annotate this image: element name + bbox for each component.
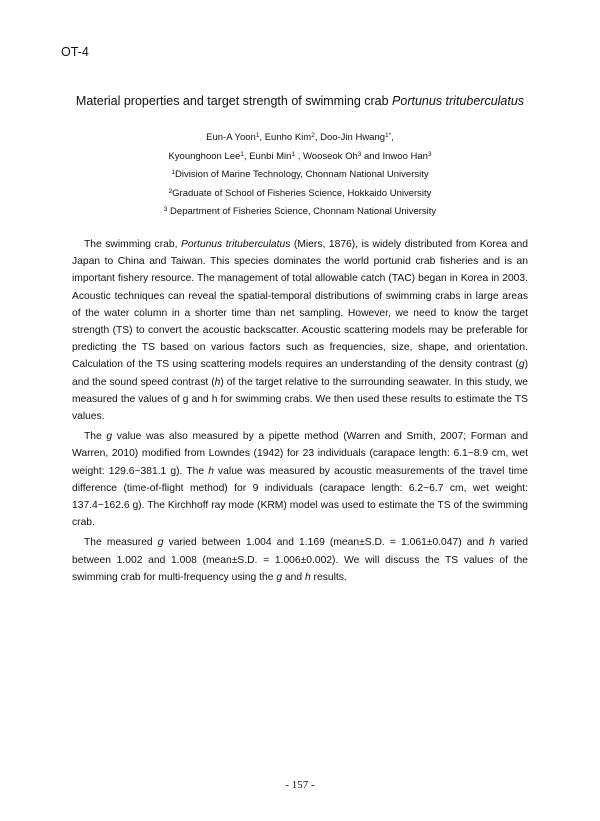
text-run: The swimming crab, — [84, 239, 181, 250]
author-affil-mark: 1 — [255, 132, 260, 139]
author-affil-mark: 1 — [240, 150, 244, 158]
italic-run: g — [106, 431, 113, 443]
italic-run: h — [489, 537, 495, 549]
author-separator: , — [391, 132, 394, 143]
text-run: ) and the sound speed contrast ( — [72, 359, 528, 388]
author-name: , Eunho Kim — [259, 132, 312, 143]
title-species: Portunus trituberculatus — [392, 94, 525, 108]
text-run: value was also measured by a pipette method (Warren and Smith, 2007; Forman and Warren, 2010) modified from Lowndes (1942) for 23 individuals (carapace length: 6.1~8.9 cm, wet weight: 129.6~381.1 g). The — [72, 431, 528, 477]
text-run: value was measured by acoustic measurements of the travel time difference (time-of-flight method) for 9 individuals (carapace length: 6.2~6.7 cm, wet weight: 137.4~162.6 g). The Kirchhoff ray mode (KRM) model was used to estimate the TS of the swimming crab. — [72, 465, 528, 529]
title-text: Material properties and target strength of swimming crab — [75, 94, 393, 108]
affiliation-3 — [0, 203, 600, 222]
author-affil-mark: 1 — [291, 150, 296, 158]
author-name: Eun-A Yoon — [206, 132, 256, 143]
author-affil-mark: 2 — [311, 132, 315, 139]
italic-run: g — [157, 537, 164, 549]
author-block — [0, 129, 600, 222]
text-run: The — [84, 431, 107, 443]
italic-run: h — [304, 571, 311, 583]
text-run: varied between 1.004 and 1.169 (mean±S.D. = 1.061±0.047) and — [163, 537, 490, 549]
abstract-paragraph-2 — [72, 428, 528, 531]
author-affil-mark: 3 — [427, 150, 432, 158]
text-run: and — [282, 571, 305, 583]
text-run: The measured — [84, 537, 158, 549]
abstract-paragraph-3 — [72, 534, 528, 586]
affiliation-2 — [0, 185, 600, 204]
text-run: results. — [310, 571, 347, 583]
author-name: and Inwoo Han — [361, 150, 428, 162]
session-code: OT-4 — [61, 45, 89, 59]
abstract-paragraph-1 — [72, 236, 528, 425]
author-name: , Wooseok Oh — [295, 150, 358, 162]
affil-text: Department of Fisheries Science, Chonnam National University — [167, 206, 437, 218]
author-name: , Doo-Jin Hwang — [314, 132, 386, 143]
author-affil-mark: 1* — [385, 132, 392, 139]
text-run: varied between 1.002 and 1.008 (mean±S.D. = 1.006±0.002). We will discuss the TS values of the swimming crab for multi-frequency using the — [72, 537, 528, 583]
affiliation-1 — [0, 166, 600, 185]
author-name: , Eunbi Min — [243, 150, 292, 162]
abstract-body — [72, 236, 528, 589]
italic-run: g — [518, 359, 525, 371]
italic-run: h — [214, 376, 221, 388]
affil-mark: 1 — [171, 169, 175, 177]
italic-run: Portunus trituberculatus — [180, 239, 291, 250]
page-number: - 157 - — [285, 779, 315, 791]
author-name: Kyounghoon Lee — [168, 150, 241, 162]
text-run: (Miers, 1876), is widely distributed from Korea and Japan to China and Taiwan. This species dominates the world portunid crab fisheries and is an important fishery resource. The management of total allowable catch (TAC) began in Korea in 2003. Acoustic techniques can reveal the spatial-temporal distributions of swimming crabs in large areas of the water column in a shorter time than net sampling. However, we need to know the target strength (TS) to convert the acoustic backscatter. Acoustic scattering models may be preferable for predicting the TS based on various factors such as frequencies, size, shape, and orientation. Calculation of the TS using scattering models requires an understanding of the density contrast ( — [72, 239, 528, 371]
paper-title — [0, 94, 600, 108]
affil-mark: 3 — [163, 206, 168, 214]
italic-run: h — [208, 465, 214, 477]
text-run: ) of the target relative to the surrounding seawater. In this study, we measured the values of g and h for swimming crabs. We then used these results to estimate the TS values. — [72, 376, 528, 423]
author-line-1 — [0, 129, 600, 148]
affil-text: Graduate of School of Fisheries Science, Hokkaido University — [172, 187, 432, 199]
affil-mark: 2 — [168, 187, 173, 195]
italic-run: g — [276, 571, 283, 583]
author-line-2 — [0, 148, 600, 167]
author-affil-mark: 3 — [357, 150, 362, 158]
affil-text: Division of Marine Technology, Chonnam National University — [174, 169, 429, 181]
